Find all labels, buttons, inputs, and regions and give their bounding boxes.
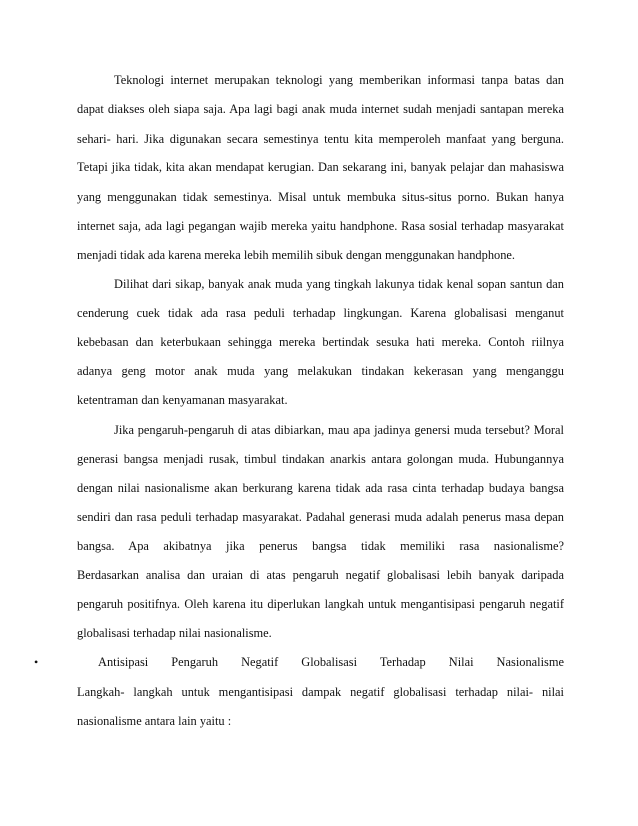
- paragraph-3-line-4: sendiri dan rasa peduli terhadap masyarakat. Padahal generasi muda adalah penerus masa depan: [77, 510, 564, 524]
- closing-line-2: nasionalisme antara lain yaitu :: [77, 714, 232, 728]
- paragraph-2-line-1: Dilihat dari sikap, banyak anak muda yang tingkah lakunya tidak kenal sopan santun dan: [114, 277, 564, 291]
- paragraph-3-line-5: bangsa. Apa akibatnya jika penerus bangsa tidak memiliki rasa nasionalisme?: [77, 539, 564, 553]
- paragraph-2-line-2: cenderung cuek tidak ada rasa peduli terhadap lingkungan. Karena globalisasi menganut: [77, 306, 564, 320]
- paragraph-1-line-7: menjadi tidak ada karena mereka lebih memilih sibuk dengan menggunakan handphone.: [77, 248, 516, 262]
- paragraph-1-line-1: Teknologi internet merupakan teknologi yang memberikan informasi tanpa batas dan: [114, 73, 564, 87]
- paragraph-3-line-8: globalisasi terhadap nilai nasionalisme.: [77, 626, 272, 640]
- paragraph-2-line-3: kebebasan dan keterbukaan sehingga mereka bertindak sesuka hati mereka. Contoh riilnya: [77, 335, 564, 349]
- closing-line-1: Langkah- langkah untuk mengantisipasi dampak negatif globalisasi terhadap nilai- nilai: [77, 685, 564, 699]
- paragraph-3-line-1: Jika pengaruh-pengaruh di atas dibiarkan, mau apa jadinya genersi muda tersebut? Moral: [114, 423, 564, 437]
- paragraph-3-line-2: generasi bangsa menjadi rusak, timbul tindakan anarkis antara golongan muda. Hubungannya: [77, 452, 564, 466]
- paragraph-3-line-7: pengaruh positifnya. Oleh karena itu diperlukan langkah untuk mengantisipasi pengaruh negatif: [77, 597, 564, 611]
- paragraph-3-line-3: dengan nilai nasionalisme akan berkurang karena tidak ada rasa cinta terhadap budaya bangsa: [77, 481, 564, 495]
- paragraph-1-line-6: internet saja, ada lagi pegangan wajib mereka yaitu handphone. Rasa sosial terhadap masyarakat: [77, 219, 564, 233]
- bullet-icon: •: [34, 655, 39, 669]
- paragraph-3-line-6: Berdasarkan analisa dan uraian di atas pengaruh negatif globalisasi lebih banyak daripada: [77, 568, 564, 582]
- paragraph-1-line-2: dapat diakses oleh siapa saja. Apa lagi bagi anak muda internet sudah menjadi santapan mereka: [77, 102, 564, 116]
- paragraph-1-line-5: yang menggunakan tidak semestinya. Misal untuk membuka situs-situs porno. Bukan hanya: [77, 190, 564, 204]
- paragraph-2-line-4: adanya geng motor anak muda yang melakukan tindakan kekerasan yang menganggu: [77, 364, 564, 378]
- paragraph-2-line-5: ketentraman dan kenyamanan masyarakat.: [77, 393, 288, 407]
- paragraph-1-line-4: Tetapi jika tidak, kita akan mendapat kerugian. Dan sekarang ini, banyak pelajar dan mahasiswa: [77, 160, 564, 174]
- section-heading: Antisipasi Pengaruh Negatif Globalisasi Terhadap Nilai Nasionalisme: [98, 655, 564, 669]
- paragraph-1-line-3: sehari- hari. Jika digunakan secara semestinya tentu kita memperoleh manfaat yang berguna.: [77, 132, 564, 146]
